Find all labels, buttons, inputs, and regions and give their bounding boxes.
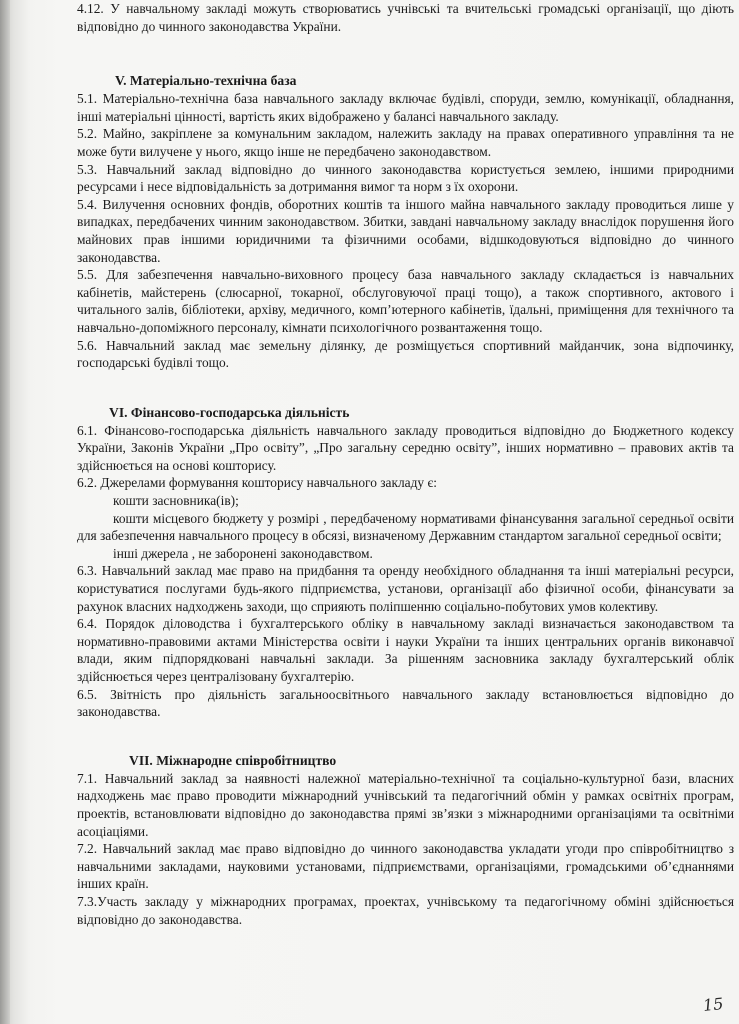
- paragraph-5-6: 5.6. Навчальний заклад має земельну ділянку, де розміщується спортивний майданчик, зона відпочинку, господарські будівлі тощо.: [77, 337, 734, 371]
- page-binding-edge: [0, 0, 10, 1024]
- paragraph-6-3: 6.3. Навчальний заклад має право на придбання та оренду необхідного обладнання та інші матеріальні ресурси, користуватися послугами будь-якого підприємства, установи, організації або фізичної особи, фінансувати за рахунок власних надходжень заходи, що сприяють поліпшенню соціально-побутових умов колективу.: [77, 563, 734, 614]
- paragraph-7-2: 7.2. Навчальний заклад має право відповідно до чинного законодавства укладати угоди про співробітництво з навчальними закладами, науковими установами, підприємствами, організаціями, громадськими об’єднаннями інших країн.: [77, 841, 734, 892]
- paragraph-6-2-c: інші джерела , не заборонені законодавством.: [113, 545, 373, 561]
- paragraph-6-5: 6.5. Звітність про діяльність загальноосвітнього навчального закладу встановлюється відповідно до законодавства.: [77, 686, 734, 720]
- page-number: 15: [702, 993, 725, 1016]
- paragraph-6-4: 6.4. Порядок діловодства і бухгалтерського обліку в навчальному закладі визначається законодавством та нормативно-правовими актами Міністерства освіти і науки України та інших центральних органів виконавчої влади, яким підпорядковані навчальні заклади. За рішенням засновника закладу бухгалтерський облік здійснюється через централізовану бухгалтерію.: [77, 616, 734, 684]
- paragraph-5-2: 5.2. Майно, закріплене за комунальним закладом, належить закладу на правах оперативного управління та не може бути вилучене у нього, якщо інше не передбачено законодавством.: [77, 126, 734, 159]
- section-heading-v: V. Матеріально-технічна база: [115, 73, 297, 89]
- paragraph-7-1: 7.1. Навчальний заклад за наявності належної матеріально-технічної та соціально-культурної бази, власних надходжень має право проводити міжнародний учнівський та педагогічний обмін у рамках освітніх програм, проектів, встановлювати відповідно до законодавства прямі зв’язки з міжнародними організаціями та освітніми асоціаціями.: [77, 770, 734, 839]
- paragraph-4-12: 4.12. У навчальному закладі можуть створюватись учнівські та вчительські громадські організації, що діють відповідно до чинного законодавства України.: [77, 1, 734, 34]
- paragraph-5-5: 5.5. Для забезпечення навчально-виховного процесу база навчального закладу складається із навчальних кабінетів, майстерень (слюсарної, токарної, обслуговуючої праці тощо), а також спортивного, актового і читального залів, бібліотеки, архіву, медичного, комп’ютерного кабінетів, їдальні, приміщення для технічного та навчально-допоміжного персоналу, кімнати психологічного розвантаження тощо.: [77, 267, 734, 335]
- paragraph-6-2-b: кошти місцевого бюджету у розмірі , передбаченому нормативами фінансування загальної середньої освіти для забезпечення навчального процесу в обсязі, визначеному Державним стандартом загальної середньої освіти;: [77, 510, 734, 544]
- paragraph-7-3: 7.3.Участь закладу у міжнародних програмах, проектах, учнівському та педагогічному обміні здійснюється відповідно до законодавства.: [77, 893, 734, 927]
- paragraph-5-1: 5.1. Матеріально-технічна база навчального закладу включає будівлі, споруди, землю, комунікації, обладнання, інші матеріальні цінності, вартість яких відображено у балансі навчального закладу.: [77, 91, 734, 124]
- section-heading-vii: VII. Міжнародне співробітництво: [129, 752, 337, 768]
- paragraph-5-3: 5.3. Навчальний заклад відповідно до чинного законодавства користується землею, іншими природними ресурсами і несе відповідальність за дотримання вимог та норм з їх охорони.: [77, 161, 734, 195]
- paragraph-5-4: 5.4. Вилучення основних фондів, оборотних коштів та іншого майна навчального закладу проводиться лише у випадках, передбачених чинним законодавством. Збитки, завдані навчальному закладу внаслідок порушення його майнових прав іншими юридичними та фізичними особами, відшкодовуються відповідно до чинного законодавства.: [77, 196, 734, 265]
- paragraph-6-2-a: кошти засновника(ів);: [113, 493, 239, 509]
- paragraph-6-1: 6.1. Фінансово-господарська діяльність навчального закладу проводиться відповідно до Бюджетного кодексу України, Законів України „Про освіту”, „Про загальну середню освіту”, інших нормативно – правових актів та здійснюється на основі кошторису.: [77, 422, 734, 473]
- document-body: [77, 0, 734, 928]
- section-heading-vi: VI. Фінансово-господарська діяльність: [109, 404, 350, 420]
- paragraph-6-2: 6.2. Джерелами формування кошторису навчального закладу є:: [77, 475, 437, 491]
